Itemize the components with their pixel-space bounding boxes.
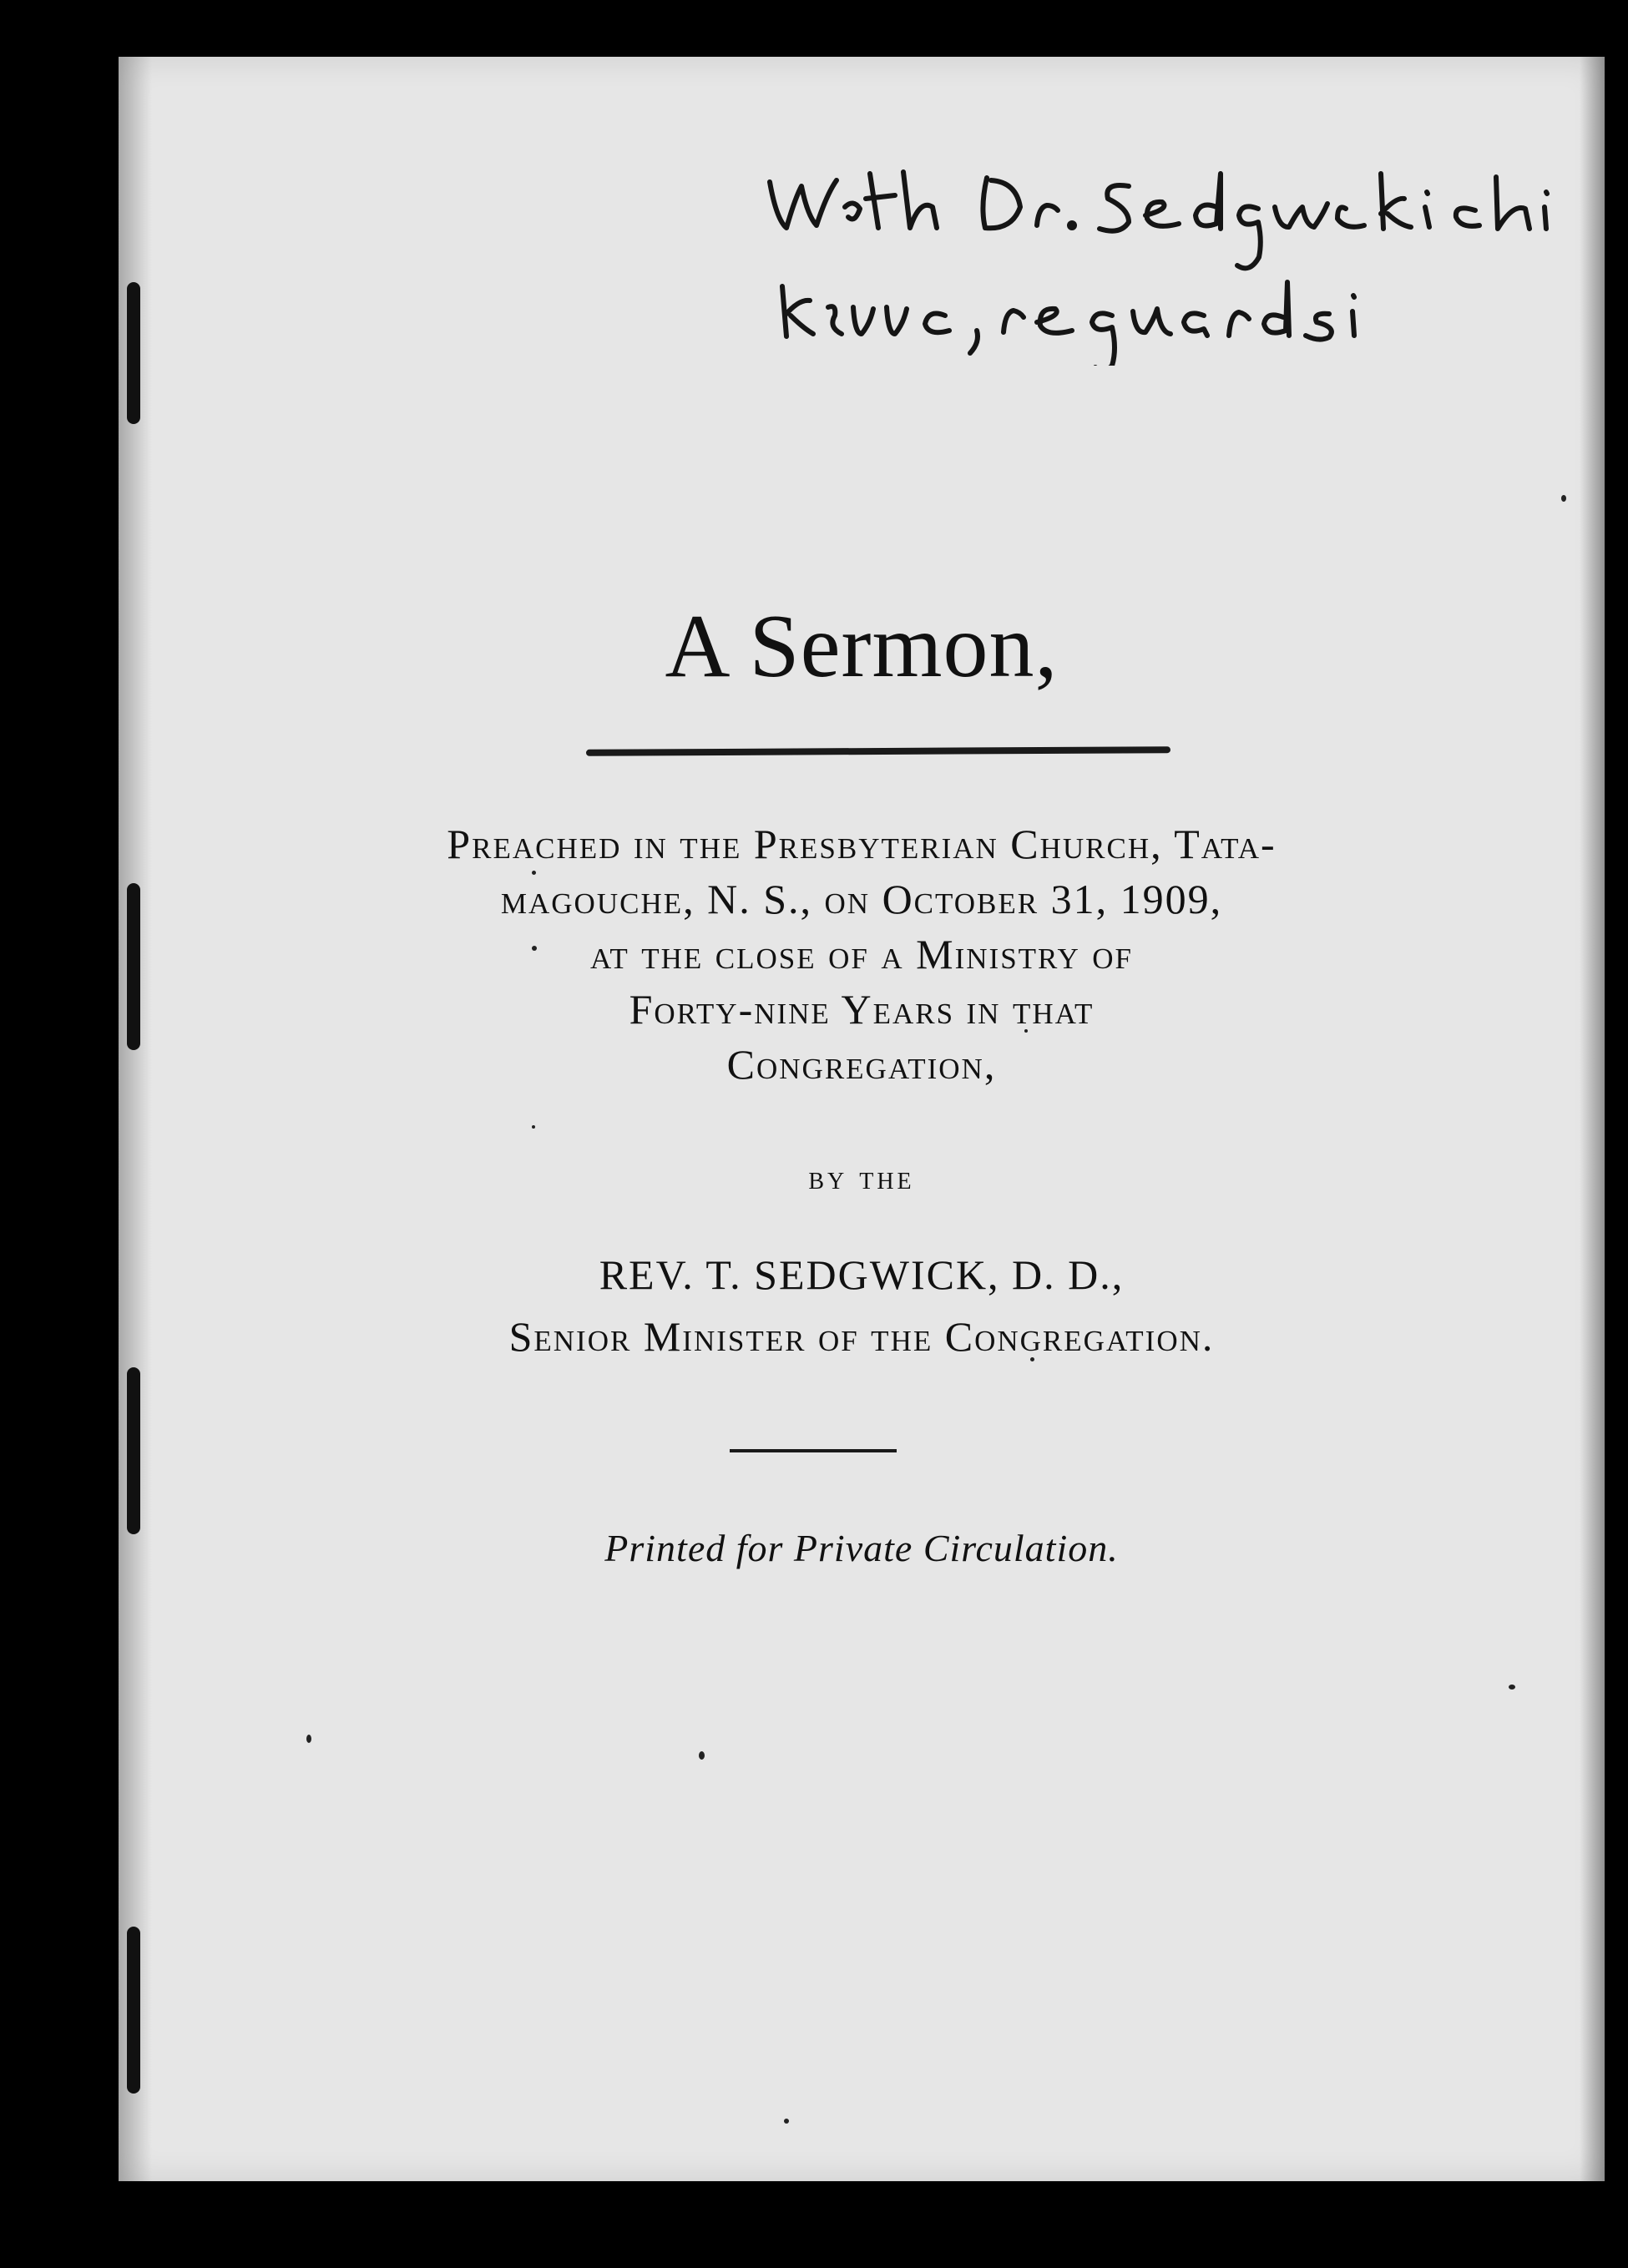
handwritten-inscription [761, 149, 1563, 366]
preached-line: at the close of a Ministry of [590, 931, 1133, 977]
preached-description [119, 816, 1605, 1092]
speck [1561, 495, 1566, 502]
preached-line: Forty-nine Years in that [629, 986, 1095, 1033]
preached-line: Congregation, [726, 1041, 997, 1088]
sermon-title: A Sermon, [665, 597, 1059, 696]
speck [532, 1125, 535, 1129]
imprint-note: Printed for Private Circulation. [604, 1527, 1119, 1569]
speck [784, 2119, 789, 2124]
divider-rule [730, 1449, 897, 1452]
staple-mark [127, 1367, 140, 1534]
staple-mark [127, 1927, 140, 2094]
author-name-line [119, 1250, 1605, 1299]
preached-line: Preached in the Presbyterian Church, Tata- [447, 821, 1277, 867]
page-shadow-right [1580, 57, 1605, 2181]
preached-line: magouche, N. S., on October 31, 1909, [500, 876, 1223, 922]
by-the-label: by the [808, 1159, 915, 1196]
speck [306, 1735, 311, 1743]
speck [1509, 1685, 1515, 1690]
speck [699, 1751, 705, 1760]
author-position: Senior Minister of the Congregation. [508, 1313, 1215, 1360]
title-page [119, 57, 1605, 2181]
title-underline [586, 746, 1170, 756]
staple-mark [127, 282, 140, 424]
author-name: REV. T. SEDGWICK, D. D., [599, 1251, 1125, 1298]
